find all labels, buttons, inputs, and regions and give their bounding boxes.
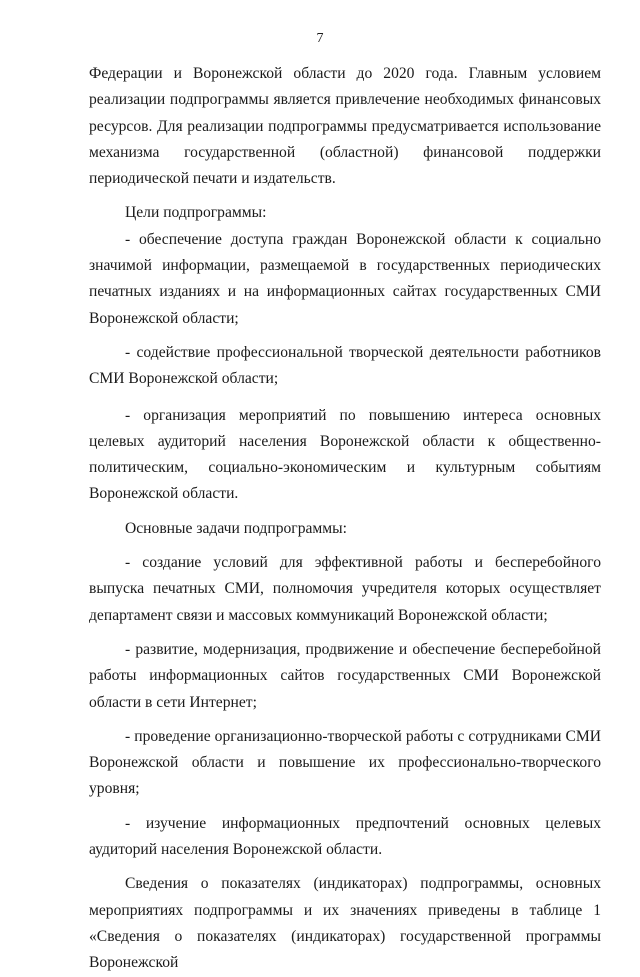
goal-item-audience-events: - организация мероприятий по повышению интереса основных целевых аудиторий населения Воронежской области к общественно-политическим, социально-экономическим и культурным событиям Воронежской области. xyxy=(89,406,601,503)
task-item-print-media: - создание условий для эффективной работы и бесперебойного выпуска печатных СМИ, полномочия учредителя которых осуществляет департамент связи и массовых коммуникаций Воронежской области; xyxy=(89,554,601,624)
heading-goals: Цели подпрограммы: xyxy=(125,204,267,222)
goal-item-access-information: - обеспечение доступа граждан Воронежской области к социально значимой информации, размещаемой в государственных периодических печатных изданиях и на информационных сайтах государственных СМИ Воронежской области; xyxy=(89,230,601,327)
goal-item-creative-support: - содействие профессиональной творческой деятельности работников СМИ Воронежской области; xyxy=(89,343,601,388)
paragraph-indicators-reference: Сведения о показателях (индикаторах) подпрограммы, основных мероприятиях подпрограммы и их значениях приведены в таблице 1 «Сведения о показателях (индикаторах) государственной программы Воронежской xyxy=(89,875,601,972)
task-item-websites: - развитие, модернизация, продвижение и обеспечение бесперебойной работы информационных сайтов государственных СМИ Воронежской области в сети Интернет; xyxy=(89,640,601,711)
task-item-audience-study: - изучение информационных предпочтений основных целевых аудиторий населения Воронежской области. xyxy=(89,814,601,859)
paragraph-intro-continuation: Федерации и Воронежской области до 2020 года. Главным условием реализации подпрограммы является привлечение необходимых финансовых ресурсов. Для реализации подпрограммы предусматривается использование механизма государственной (областной) финансовой поддержки периодической печати и издательств. xyxy=(89,65,601,188)
heading-tasks: Основные задачи подпрограммы: xyxy=(125,519,347,537)
document-body xyxy=(89,61,601,977)
page-number: 7 xyxy=(316,31,324,46)
task-item-staff-work: - проведение организационно-творческой работы с сотрудниками СМИ Воронежской области и повышение их профессионально-творческого уровня; xyxy=(89,727,601,798)
